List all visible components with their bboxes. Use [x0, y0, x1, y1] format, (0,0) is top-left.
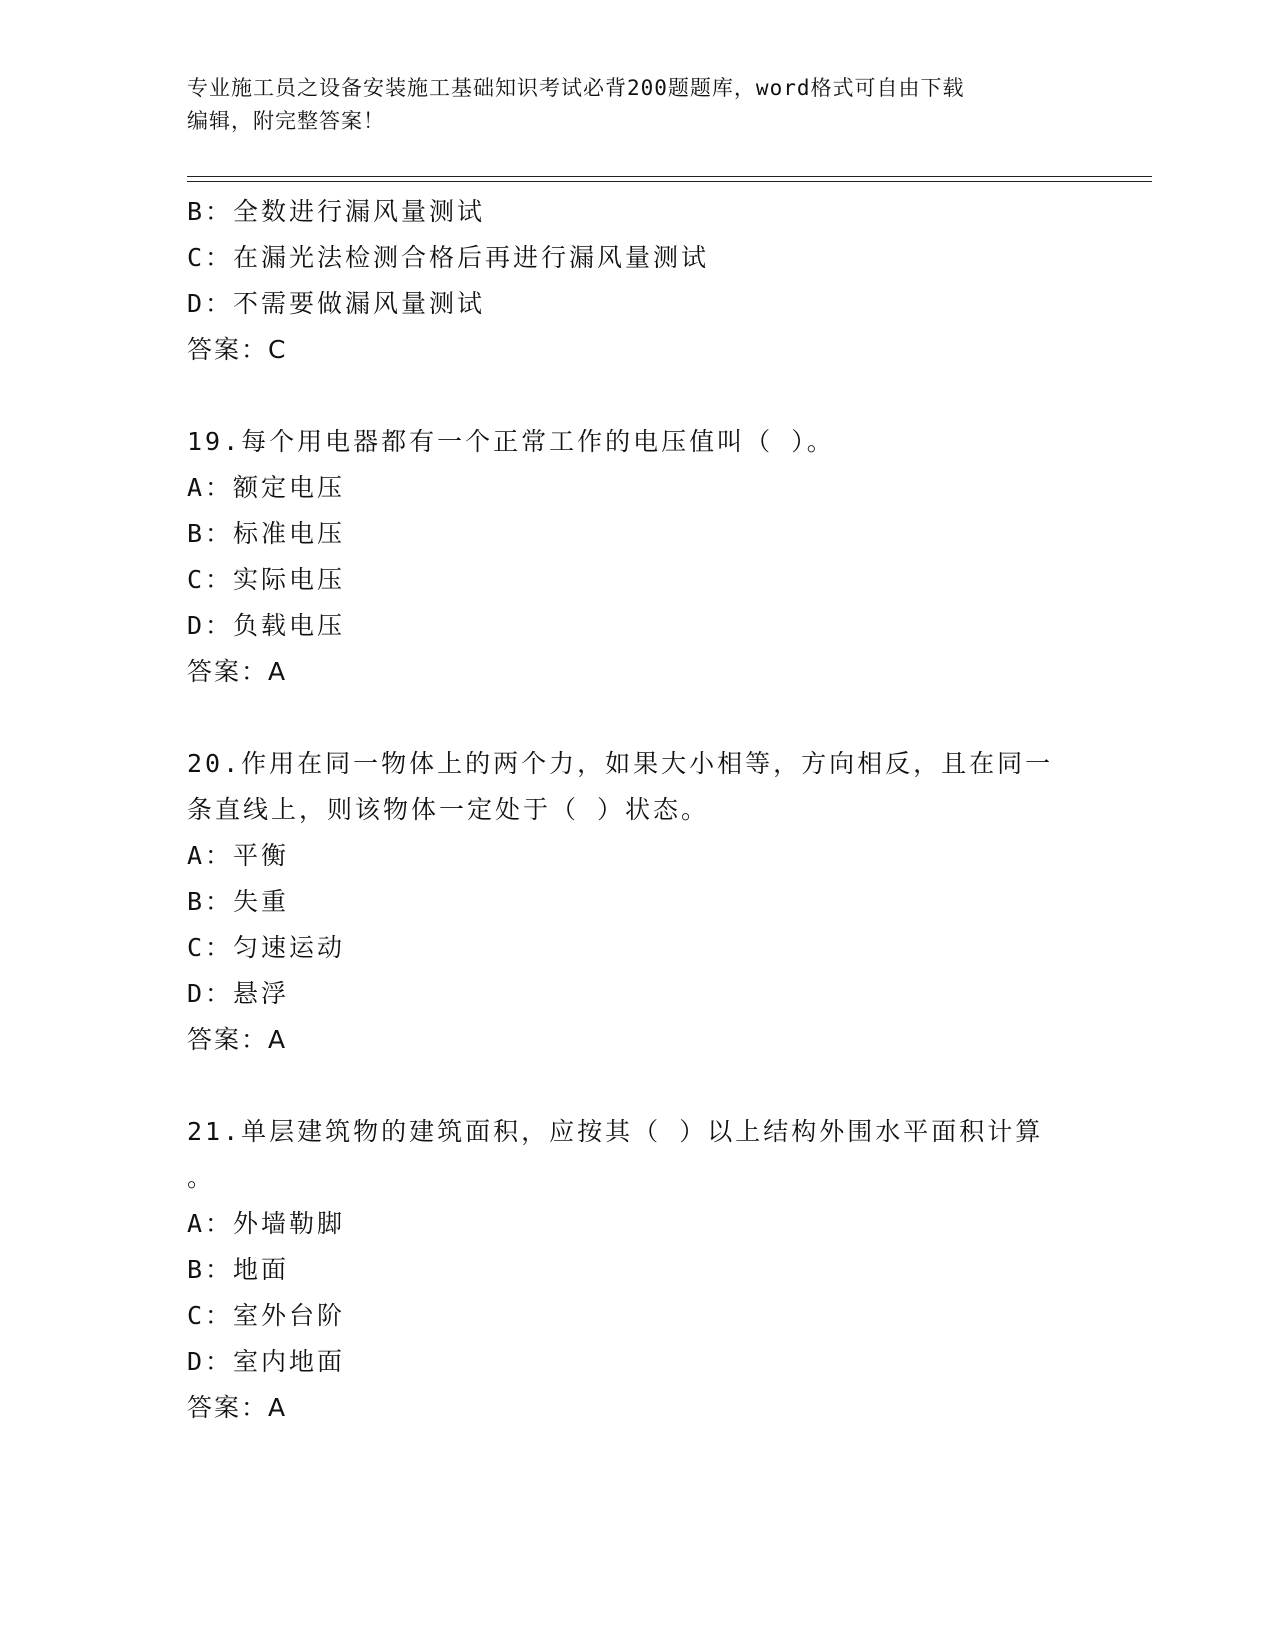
option-c: C：实际电压: [187, 565, 346, 594]
question-stem: 19.每个用电器都有一个正常工作的电压值叫（ ）。: [187, 427, 835, 456]
page-header: [187, 72, 1067, 138]
option-d: D：室内地面: [187, 1347, 346, 1376]
question-block-20: [187, 741, 1087, 1063]
option-b: B：地面: [187, 1255, 290, 1284]
spacer: [187, 1063, 1087, 1109]
question-stem-line-1: 21.单层建筑物的建筑面积，应按其（ ）以上结构外围水平面积计算: [187, 1117, 1044, 1146]
answer-line: 答案：A: [187, 1025, 288, 1054]
option-c: C：在漏光法检测合格后再进行漏风量测试: [187, 243, 710, 272]
option-b: B：失重: [187, 887, 290, 916]
question-block-19: [187, 419, 1087, 695]
option-c: C：匀速运动: [187, 933, 346, 962]
option-b: B：全数进行漏风量测试: [187, 197, 486, 226]
option-d: D：悬浮: [187, 979, 290, 1008]
option-a: A：额定电压: [187, 473, 346, 502]
option-d: D：不需要做漏风量测试: [187, 289, 486, 318]
option-c: C：室外台阶: [187, 1301, 346, 1330]
spacer: [187, 373, 1087, 419]
option-d: D：负载电压: [187, 611, 346, 640]
option-a: A：平衡: [187, 841, 290, 870]
question-block-21: [187, 1109, 1087, 1431]
question-content: [187, 189, 1087, 1431]
answer-line: 答案：A: [187, 657, 288, 686]
question-stem-line-2: 条直线上，则该物体一定处于（ ）状态。: [187, 795, 710, 824]
answer-line: 答案：C: [187, 335, 288, 364]
header-line-2: 编辑，附完整答案！: [187, 109, 385, 133]
answer-line: 答案：A: [187, 1393, 288, 1422]
header-divider-top: [187, 176, 1152, 177]
spacer: [187, 695, 1087, 741]
option-a: A：外墙勒脚: [187, 1209, 346, 1238]
header-divider-bottom: [187, 181, 1152, 182]
question-stem-line-2: 。: [187, 1163, 216, 1192]
header-line-1: 专业施工员之设备安装施工基础知识考试必背200题题库，word格式可自由下载: [187, 76, 965, 100]
option-b: B：标准电压: [187, 519, 346, 548]
question-stem-line-1: 20.作用在同一物体上的两个力，如果大小相等，方向相反，且在同一: [187, 749, 1054, 778]
question-block-18: [187, 189, 1087, 373]
